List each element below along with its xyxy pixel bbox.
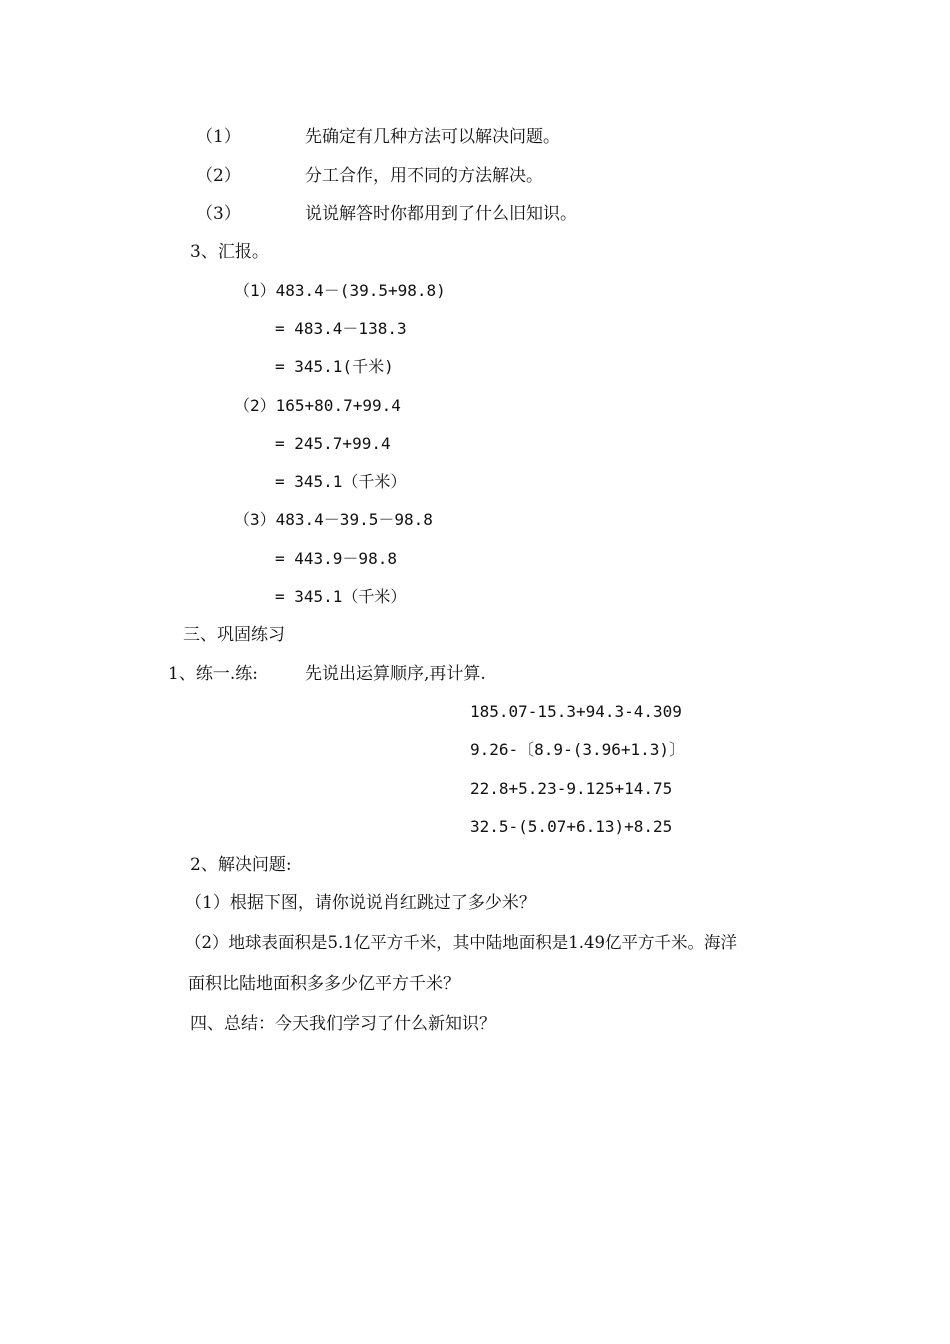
- method-1-expression: 483.4－(39.5+98.8): [275, 281, 446, 300]
- method-3-step-2: = 345.1（千米）: [275, 587, 407, 606]
- practice-expression-1: 185.07-15.3+94.3-4.309: [470, 702, 682, 721]
- report-heading: 3、汇报。: [190, 242, 269, 262]
- practice-expression-2: 9.26-〔8.9-(3.96+1.3)〕: [470, 740, 686, 759]
- step-2-number: （2）: [196, 166, 241, 186]
- method-3-label: （3）: [234, 510, 276, 529]
- method-2-expression: 165+80.7+99.4: [275, 396, 401, 415]
- method-3: [234, 509, 433, 531]
- step-3-text: 说说解答时你都用到了什么旧知识。: [305, 204, 577, 224]
- method-1: [234, 280, 446, 302]
- practice-expression-3: 22.8+5.23-9.125+14.75: [470, 779, 673, 798]
- problem-1: （1）根据下图，请你说说肖红跳过了多少米？: [185, 893, 536, 913]
- step-1-number: （1）: [196, 127, 241, 147]
- step-3-number: （3）: [196, 204, 241, 224]
- method-2-step-1: = 245.7+99.4: [275, 434, 391, 453]
- step-2-text: 分工合作，用不同的方法解决。: [305, 166, 543, 186]
- method-1-step-1: = 483.4－138.3: [275, 319, 407, 338]
- problem-2-line-2: 面积比陆地面积多多少亿平方千米？: [188, 974, 460, 994]
- practice-instruction: 先说出运算顺序,再计算.: [305, 664, 486, 684]
- practice-expression-4: 32.5-(5.07+6.13)+8.25: [470, 817, 673, 836]
- method-2-step-2: = 345.1（千米）: [275, 472, 407, 491]
- problem-2-line-1: （2）地球表面积是5.1亿平方千米，其中陆地面积是1.49亿平方千米。海洋: [185, 933, 737, 952]
- solve-heading: 2、解决问题:: [190, 855, 292, 875]
- method-2: [234, 395, 401, 417]
- practice-label: 1、练一.练:: [168, 664, 258, 684]
- step-1-text: 先确定有几种方法可以解决问题。: [305, 127, 560, 147]
- section-3-heading: 三、巩固练习: [183, 625, 285, 645]
- method-2-label: （2）: [234, 396, 276, 415]
- section-4-heading: 四、总结：今天我们学习了什么新知识？: [190, 1014, 496, 1034]
- method-3-step-1: = 443.9－98.8: [275, 549, 397, 568]
- method-1-label: （1）: [234, 281, 276, 300]
- method-1-step-2: = 345.1(千米): [275, 357, 394, 376]
- method-3-expression: 483.4－39.5－98.8: [275, 510, 433, 529]
